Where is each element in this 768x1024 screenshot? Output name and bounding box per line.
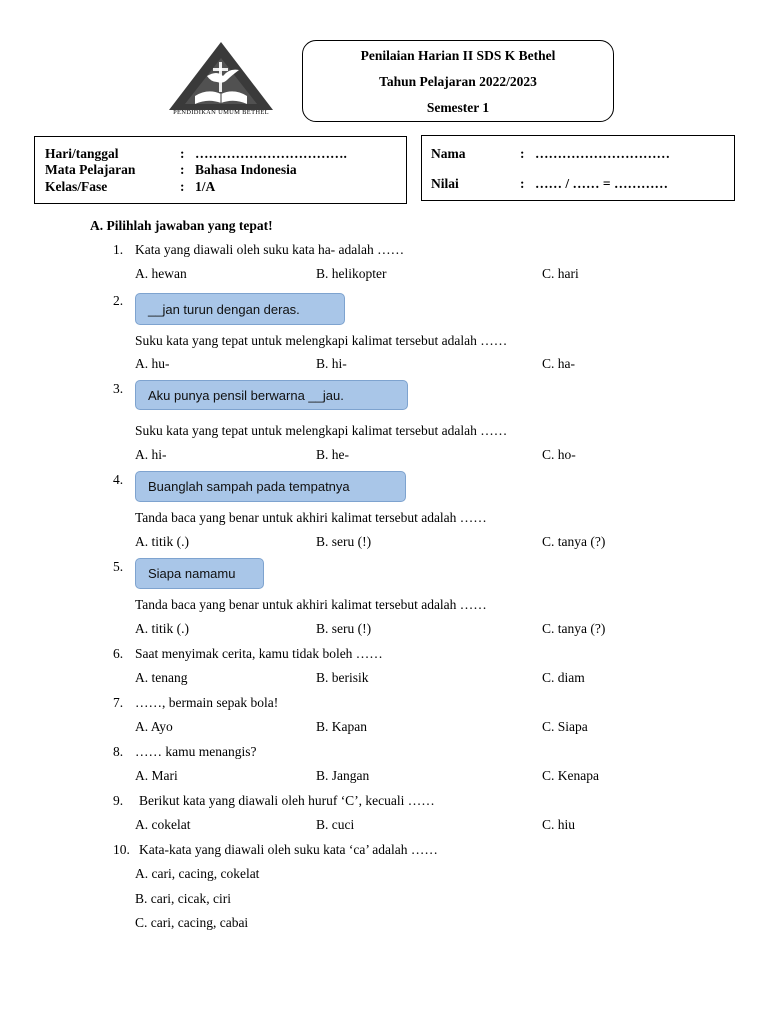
question-number: 10. [113,842,130,857]
exam-info-box [34,136,407,204]
option-a[interactable]: A. titik (.) [135,534,189,549]
student-score-field[interactable]: …… / …… = ………… [535,176,668,191]
logo-caption: PENDIDIKAN UMUM BETHEL [173,109,269,116]
option-b[interactable]: B. cuci [316,817,355,832]
question-number: 2. [113,293,124,308]
student-sep: : [520,146,525,161]
question-text: Kata yang diawali oleh suku kata ha- adalah …… [135,242,405,257]
option-c[interactable]: C. hari [542,266,579,281]
option-b[interactable]: B. Jangan [316,768,370,783]
info-sep: : [180,162,185,177]
info-label-date: Hari/tanggal [45,146,119,161]
question-text: Suku kata yang tepat untuk melengkapi kalimat tersebut adalah …… [135,333,508,348]
option-b[interactable]: B. seru (!) [316,534,372,549]
question-sentence-box: Siapa namamu [135,558,264,589]
question-text: ……, bermain sepak bola! [135,695,279,710]
student-name-field[interactable]: ………………………… [535,146,670,161]
option-a[interactable]: A. cokelat [135,817,191,832]
option-c[interactable]: C. ha- [542,356,575,371]
question-text: Saat menyimak cerita, kamu tidak boleh …… [135,646,383,661]
semester: Semester 1 [426,100,490,115]
option-b[interactable]: B. hi- [316,356,347,371]
option-a[interactable]: A. tenang [135,670,188,685]
question-number: 5. [113,559,124,574]
student-box [421,135,735,201]
option-a[interactable]: A. cari, cacing, cokelat [135,866,260,881]
question-number: 7. [113,695,124,710]
exam-title: Penilaian Harian II SDS K Bethel [360,48,556,63]
option-c[interactable]: C. diam [542,670,585,685]
option-b[interactable]: B. berisik [316,670,369,685]
info-label-class: Kelas/Fase [45,179,108,194]
student-label-score: Nilai [431,176,459,191]
question-text: Berikut kata yang diawali oleh huruf ‘C’, kecuali …… [139,793,435,808]
academic-year: Tahun Pelajaran 2022/2023 [379,74,537,89]
option-a[interactable]: A. titik (.) [135,621,189,636]
question-text: Tanda baca yang benar untuk akhiri kalimat tersebut adalah …… [135,510,487,525]
option-b[interactable]: B. he- [316,447,349,462]
option-b[interactable]: B. seru (!) [316,621,372,636]
option-c[interactable]: C. tanya (?) [542,534,606,549]
option-a[interactable]: A. hi- [135,447,167,462]
option-c[interactable]: C. Kenapa [542,768,599,783]
option-c[interactable]: C. hiu [542,817,576,832]
info-sep: : [180,179,185,194]
question-number: 3. [113,381,124,396]
student-label-name: Nama [431,146,466,161]
question-number: 9. [113,793,124,808]
question-text: Kata-kata yang diawali oleh suku kata ‘ca’ adalah …… [139,842,438,857]
info-label-subject: Mata Pelajaran [45,162,136,177]
question-text: …… kamu menangis? [135,744,257,759]
info-value-class: 1/A [195,179,216,194]
option-b[interactable]: B. cari, cicak, ciri [135,891,231,906]
question-number: 8. [113,744,124,759]
section-title: A. Pilihlah jawaban yang tepat! [90,218,273,233]
question-sentence-box: __jan turun dengan deras. [135,293,345,325]
option-c[interactable]: C. ho- [542,447,576,462]
question-text: Suku kata yang tepat untuk melengkapi kalimat tersebut adalah …… [135,423,508,438]
question-sentence-box: Buanglah sampah pada tempatnya [135,471,406,502]
option-a[interactable]: A. Mari [135,768,178,783]
question-number: 4. [113,472,124,487]
info-value-subject: Bahasa Indonesia [195,162,297,177]
info-sep: : [180,146,185,161]
question-sentence-box: Aku punya pensil berwarna __jau. [135,380,408,410]
option-a[interactable]: A. Ayo [135,719,173,734]
exam-title-box [302,40,614,122]
option-c[interactable]: C. Siapa [542,719,588,734]
option-b[interactable]: B. Kapan [316,719,367,734]
option-a[interactable]: A. hewan [135,266,187,281]
option-a[interactable]: A. hu- [135,356,170,371]
student-sep: : [520,176,525,191]
option-c[interactable]: C. cari, cacing, cabai [135,915,249,930]
question-number: 6. [113,646,124,661]
question-text: Tanda baca yang benar untuk akhiri kalimat tersebut adalah …… [135,597,487,612]
info-value-date: ……………………………. [195,146,347,161]
question-number: 1. [113,242,124,257]
option-c[interactable]: C. tanya (?) [542,621,606,636]
option-b[interactable]: B. helikopter [316,266,387,281]
